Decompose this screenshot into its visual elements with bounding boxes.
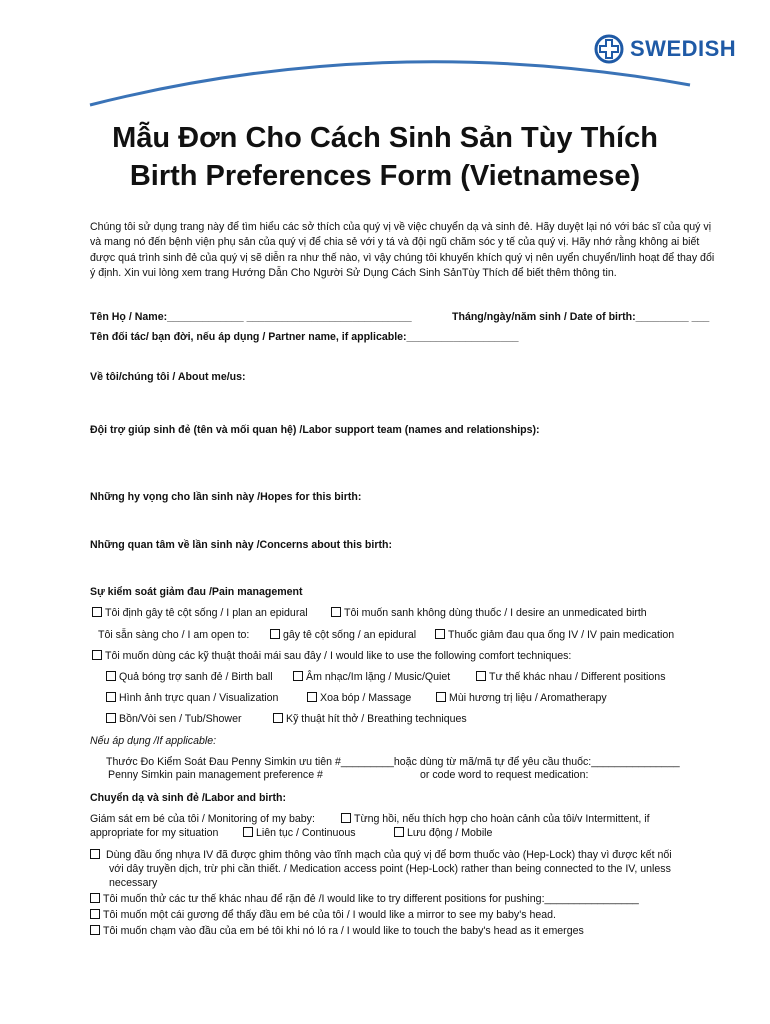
aromatherapy-option[interactable]	[436, 691, 607, 705]
visualization-label: Hình ảnh trực quan / Visualization	[119, 692, 279, 704]
checkbox[interactable]	[90, 925, 100, 935]
positions-label: Tư thế khác nhau / Different positions	[489, 671, 666, 683]
checkbox[interactable]	[307, 692, 317, 702]
heplock-label: Dùng đầu ống nhựa IV đã được ghim thông vào tĩnh mạch của quý vị để bơm thuốc vào (Hep-Lock) thay vì được kết nối	[105, 849, 672, 861]
monitoring-label: Giám sát em bé của tôi / Monitoring of my baby:	[90, 813, 315, 825]
cross-icon	[594, 34, 624, 64]
checkbox[interactable]	[476, 671, 486, 681]
comfort-techniques-option[interactable]	[92, 649, 571, 663]
massage-option[interactable]	[307, 691, 411, 705]
music-option[interactable]	[293, 670, 450, 684]
open-to-label: Tôi sẵn sàng cho / I am open to:	[98, 629, 250, 641]
comfort-techniques-label: Tôi muốn dùng các kỹ thuật thoải mái sau đây / I would like to use the following comfort techniques:	[105, 650, 572, 662]
heplock-label-2: với dây truyền dịch, trừ phi cần thiết. / Medication access point (Hep-Lock) rather than being connected to the IV, unless	[109, 863, 671, 875]
checkbox[interactable]	[90, 909, 100, 919]
support-heading: Đội trợ giúp sinh đẻ (tên và mối quan hệ) /Labor support team (names and relationships):	[90, 424, 540, 436]
title-vietnamese: Mẫu Đơn Cho Cách Sinh Sản Tùy Thích	[112, 122, 658, 154]
code-word-label: or code word to request medication:	[420, 769, 589, 781]
pain-heading: Sự kiểm soát giảm đau /Pain management	[90, 586, 303, 598]
swedish-logo	[594, 34, 736, 64]
about-heading: Về tôi/chúng tôi / About me/us:	[90, 371, 246, 383]
checkbox[interactable]	[90, 849, 100, 859]
open-epidural-option[interactable]	[270, 628, 416, 642]
intermittent-option[interactable]	[341, 812, 650, 826]
epidural-label: Tôi định gây tê cột sống / I plan an epidural	[105, 607, 308, 619]
mirror-label: Tôi muốn một cái gương để thấy đầu em bé của tôi / I would like a mirror to see my baby's head.	[103, 909, 556, 921]
checkbox[interactable]	[92, 607, 102, 617]
pushing-label: Tôi muốn thử các tư thế khác nhau để rặn đẻ /I would like to try different positions for pushing:________________	[103, 893, 639, 905]
heplock-label-3: necessary	[109, 877, 158, 889]
labor-heading: Chuyển dạ và sinh đẻ /Labor and birth:	[90, 792, 287, 804]
unmedicated-label: Tôi muốn sanh không dùng thuốc / I desire an unmedicated birth	[344, 607, 647, 619]
simkin-vietnamese-field[interactable]: Thước Đo Kiểm Soát Đau Penny Simkin ưu tiên #_________hoặc dùng từ mã/mã tự để yêu cầu thuốc:_______________	[106, 756, 680, 768]
mobile-label: Lưu động / Mobile	[407, 827, 493, 839]
birth-ball-label: Quả bóng trợ sanh đẻ / Birth ball	[119, 671, 273, 683]
mirror-option[interactable]	[90, 908, 556, 922]
checkbox[interactable]	[106, 692, 116, 702]
checkbox[interactable]	[92, 650, 102, 660]
title-english: Birth Preferences Form (Vietnamese)	[129, 160, 641, 192]
unmedicated-option[interactable]	[331, 606, 647, 620]
name-field[interactable]: Tên Họ / Name:_____________ ____________________________	[90, 311, 412, 323]
checkbox[interactable]	[341, 813, 351, 823]
checkbox[interactable]	[106, 713, 116, 723]
checkbox[interactable]	[273, 713, 283, 723]
logo-text: SWEDISH	[630, 36, 737, 61]
checkbox[interactable]	[243, 827, 253, 837]
header-arc-line	[90, 62, 690, 105]
checkbox[interactable]	[435, 629, 445, 639]
pushing-option[interactable]	[90, 892, 639, 906]
checkbox[interactable]	[270, 629, 280, 639]
iv-medication-label: Thuốc giảm đau qua ống IV / IV pain medication	[448, 629, 675, 641]
mobile-option[interactable]	[394, 826, 492, 840]
heplock-option[interactable]	[90, 848, 672, 862]
if-applicable-label: Nếu áp dụng /If applicable:	[90, 735, 217, 747]
concerns-heading: Những quan tâm về lần sinh này /Concerns about this birth:	[90, 539, 392, 551]
checkbox[interactable]	[394, 827, 404, 837]
tub-label: Bồn/Vòi sen / Tub/Shower	[119, 713, 242, 725]
touch-head-label: Tôi muốn chạm vào đầu của em bé tôi khi nó ló ra / I would like to touch the baby's head as it emerges	[103, 925, 584, 937]
breathing-option[interactable]	[273, 712, 467, 726]
hopes-heading: Những hy vọng cho lần sinh này /Hopes for this birth:	[90, 491, 362, 503]
open-epidural-label: gây tê cột sống / an epidural	[283, 629, 417, 641]
continuous-label: Liên tục / Continuous	[256, 827, 356, 839]
monitoring-label-cont: appropriate for my situation	[90, 827, 219, 839]
continuous-option[interactable]	[243, 826, 356, 840]
checkbox[interactable]	[436, 692, 446, 702]
dob-field[interactable]: Tháng/ngày/năm sinh / Date of birth:_________ ___	[452, 311, 710, 323]
aromatherapy-label: Mùi hương trị liệu / Aromatherapy	[449, 692, 607, 704]
epidural-option[interactable]	[92, 606, 308, 620]
checkbox[interactable]	[106, 671, 116, 681]
birth-ball-option[interactable]	[106, 670, 273, 684]
simkin-english-label: Penny Simkin pain management preference #	[108, 769, 323, 781]
tub-option[interactable]	[106, 712, 242, 726]
checkbox[interactable]	[90, 893, 100, 903]
partner-field[interactable]: Tên đối tác/ bạn đời, nếu áp dụng / Partner name, if applicable:___________________	[90, 331, 519, 343]
massage-label: Xoa bóp / Massage	[320, 692, 412, 704]
breathing-label: Kỹ thuật hít thở / Breathing techniques	[286, 713, 467, 725]
visualization-option[interactable]	[106, 691, 278, 705]
intermittent-label: Từng hồi, nếu thích hợp cho hoàn cảnh của tôi/v Intermittent, if	[354, 813, 650, 825]
positions-option[interactable]	[476, 670, 666, 684]
checkbox[interactable]	[331, 607, 341, 617]
checkbox[interactable]	[293, 671, 303, 681]
intro-paragraph: Chúng tôi sử dụng trang này để tìm hiểu các sở thích của quý vị về việc chuyển dạ và sinh đẻ. Hãy duyệt lại nó với bác sĩ của quý vị và mang nó đến bệnh viện phụ sản của quý vị để chia sẻ với y tá và đội ngũ chăm sóc y tế của quý vị. Hãy nhớ rằng không ai biết được quá trình sinh đẻ của quý vị sẽ diễn ra như thế nào, vì vậy chúng tôi khuyến khích quý vị nên uyển chuyển/linh hoạt để thay đổi ý định. Xin vui lòng xem trang Hướng Dẫn Cho Người Sử Dụng Cách Sinh SảnTùy Thích để biết thêm thông tin.	[90, 221, 715, 280]
iv-medication-option[interactable]	[435, 628, 674, 642]
touch-head-option[interactable]	[90, 924, 584, 938]
music-label: Âm nhạc/Im lặng / Music/Quiet	[306, 671, 451, 683]
